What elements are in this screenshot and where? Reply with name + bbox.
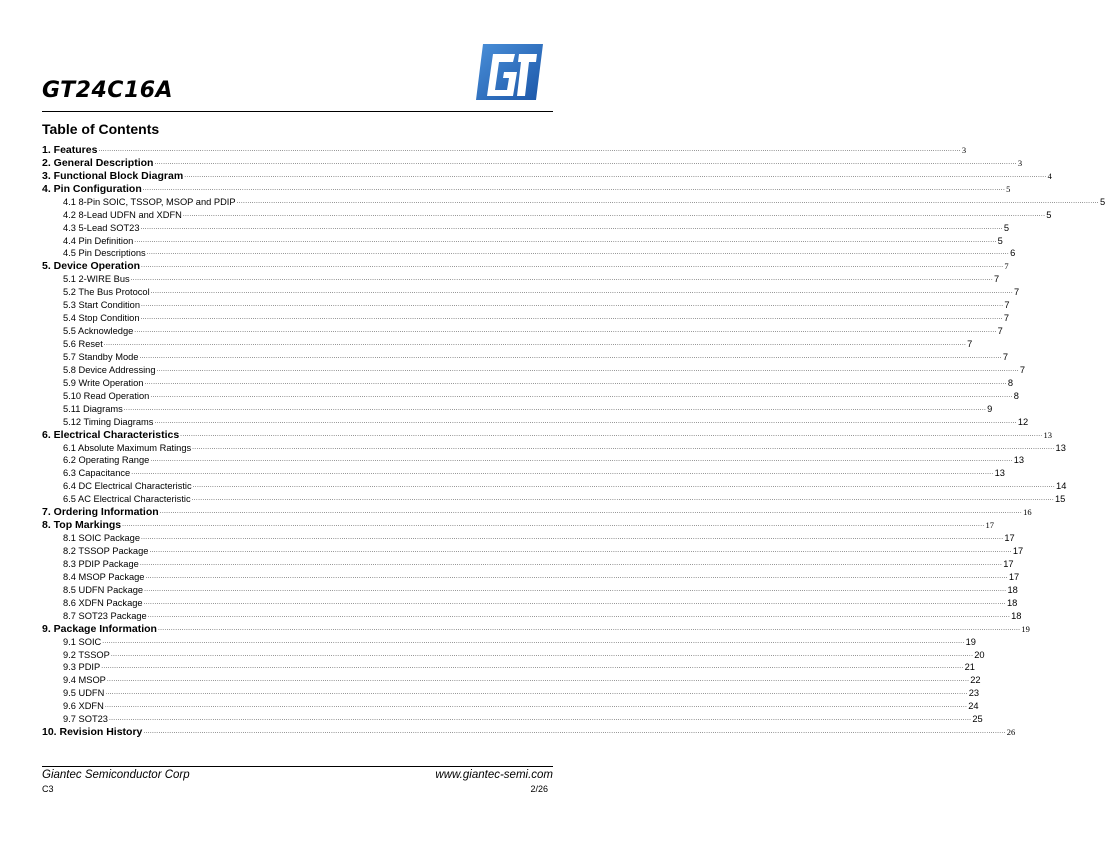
toc-entry[interactable] xyxy=(42,234,1003,247)
toc-entry[interactable] xyxy=(42,596,1018,609)
toc-entry-label: 8.6 XDFN Package xyxy=(63,597,143,608)
toc-entry[interactable] xyxy=(42,221,1010,234)
toc-entry-page: 17 xyxy=(1008,571,1020,582)
toc-entry-label: 4.5 Pin Descriptions xyxy=(63,248,146,259)
toc-entry-label: 4.3 5-Lead SOT23 xyxy=(63,222,140,233)
toc-entry-label: 4.4 Pin Definition xyxy=(63,235,134,246)
toc-entry-label: 9.1 SOIC xyxy=(63,636,102,647)
toc-entry[interactable] xyxy=(42,557,1014,570)
toc-entry-page: 14 xyxy=(1056,481,1067,492)
toc-dot-leader: ................................................................................................................................................................................................................................................................................................................................................................................................................ xyxy=(192,482,1056,490)
toc-dot-leader: ................................................................................................................................................................................................................................................................................................................................................................................................................ xyxy=(154,417,1017,425)
toc-entry-page: 9 xyxy=(987,403,993,414)
toc-dot-leader: ................................................................................................................................................................................................................................................................................................................................................................................................................ xyxy=(144,585,1007,593)
toc-entry-label: 7. Ordering Information xyxy=(42,506,159,519)
toc-entry[interactable] xyxy=(42,661,975,674)
toc-dot-leader: ................................................................................................................................................................................................................................................................................................................................................................................................................ xyxy=(98,145,961,153)
toc-dot-leader: ................................................................................................................................................................................................................................................................................................................................................................................................................ xyxy=(106,676,970,684)
toc-entry[interactable] xyxy=(42,376,1013,389)
toc-entry-page: 24 xyxy=(968,701,979,712)
toc-dot-leader: ................................................................................................................................................................................................................................................................................................................................................................................................................ xyxy=(103,340,967,347)
toc-entry-page: 7 xyxy=(994,274,1000,285)
toc-dot-leader: ................................................................................................................................................................................................................................................................................................................................................................................................................ xyxy=(149,547,1012,554)
toc-dot-leader: ................................................................................................................................................................................................................................................................................................................................................................................................................ xyxy=(156,365,1019,373)
toc-entry[interactable] xyxy=(42,363,1026,376)
toc-entry[interactable] xyxy=(42,712,983,725)
toc-entry-page: 3 xyxy=(961,144,967,155)
toc-entry-page: 22 xyxy=(970,675,981,686)
toc-entry[interactable] xyxy=(42,531,1015,544)
toc-dot-leader: ................................................................................................................................................................................................................................................................................................................................................................................................................ xyxy=(130,275,994,283)
footer-website-link[interactable]: www.giantec-semi.com xyxy=(435,769,553,781)
toc-dot-leader: ................................................................................................................................................................................................................................................................................................................................................................................................................ xyxy=(141,262,1004,270)
toc-entry-label: 5.7 Standby Mode xyxy=(63,351,139,362)
toc-entry-label: 5. Device Operation xyxy=(42,260,141,273)
toc-entry[interactable] xyxy=(42,350,1009,363)
toc-entry-label: 5.11 Diagrams xyxy=(63,403,123,414)
toc-entry-page: 20 xyxy=(974,649,985,660)
toc-entry-page: 8 xyxy=(1007,377,1013,388)
toc-entry-page: 7 xyxy=(1014,287,1020,298)
toc-entry[interactable] xyxy=(42,454,1025,467)
toc-entry[interactable] xyxy=(42,699,979,712)
toc-heading: Table of Contents xyxy=(42,121,160,137)
toc-entry-label: 6.2 Operating Range xyxy=(63,455,150,466)
toc-entry-page: 8 xyxy=(1013,390,1019,401)
toc-entry-page: 5 xyxy=(1006,183,1011,194)
toc-dot-leader: ................................................................................................................................................................................................................................................................................................................................................................................................................ xyxy=(147,611,1011,619)
toc-entry-page: 7 xyxy=(1003,313,1010,324)
toc-dot-leader: ................................................................................................................................................................................................................................................................................................................................................................................................................ xyxy=(142,184,1006,192)
toc-entry[interactable] xyxy=(42,441,1066,454)
toc-entry-page: 19 xyxy=(965,636,976,647)
toc-dot-leader: ................................................................................................................................................................................................................................................................................................................................................................................................................ xyxy=(143,598,1006,606)
toc-dot-leader: ................................................................................................................................................................................................................................................................................................................................................................................................................ xyxy=(182,210,1046,218)
toc-dot-leader: ................................................................................................................................................................................................................................................................................................................................................................................................................ xyxy=(150,391,1013,399)
toc-entry-page: 7 xyxy=(997,326,1003,337)
toc-entry-label: 9.7 SOT23 xyxy=(63,714,108,725)
toc-dot-leader: ................................................................................................................................................................................................................................................................................................................................................................................................................ xyxy=(143,728,1006,736)
toc-entry[interactable] xyxy=(42,544,1024,557)
toc-entry-label: 8.5 UDFN Package xyxy=(63,584,144,595)
toc-entry[interactable] xyxy=(42,402,993,415)
toc-entry-label: 8.2 TSSOP Package xyxy=(63,546,149,556)
toc-entry[interactable] xyxy=(42,247,1016,260)
toc-entry[interactable] xyxy=(42,725,1016,739)
toc-dot-leader: ................................................................................................................................................................................................................................................................................................................................................................................................................ xyxy=(140,223,1003,231)
toc-entry[interactable] xyxy=(42,648,985,661)
toc-entry[interactable] xyxy=(42,415,1029,428)
toc-entry-page: 26 xyxy=(1006,727,1016,738)
toc-entry-label: 8.7 SOT23 Package xyxy=(63,610,147,621)
toc-entry[interactable] xyxy=(42,311,1010,324)
toc-entry-page: 17 xyxy=(1004,533,1015,544)
toc-entry-label: 9.6 XDFN xyxy=(63,701,104,712)
toc-entry-label: 9.4 MSOP xyxy=(63,675,106,686)
toc-entry[interactable] xyxy=(42,298,1010,311)
toc-dot-leader: ................................................................................................................................................................................................................................................................................................................................................................................................................ xyxy=(105,689,968,697)
toc-dot-leader: ................................................................................................................................................................................................................................................................................................................................................................................................................ xyxy=(150,288,1014,296)
toc-entry-page: 13 xyxy=(1043,429,1053,440)
toc-entry[interactable] xyxy=(42,466,1005,479)
toc-dot-leader: ................................................................................................................................................................................................................................................................................................................................................................................................................ xyxy=(150,456,1013,464)
toc-entry[interactable] xyxy=(42,622,1030,635)
toc-entry-page: 6 xyxy=(1010,248,1016,259)
toc-entry[interactable] xyxy=(42,505,1032,519)
toc-entry-page: 15 xyxy=(1055,494,1066,505)
toc-entry-label: 3. Functional Block Diagram xyxy=(42,169,184,182)
toc-entry-label: 6.3 Capacitance xyxy=(63,468,131,479)
toc-dot-leader: ................................................................................................................................................................................................................................................................................................................................................................................................................ xyxy=(192,443,1055,451)
toc-dot-leader: ................................................................................................................................................................................................................................................................................................................................................................................................................ xyxy=(157,624,1021,632)
toc-entry-page: 7 xyxy=(1004,261,1009,272)
toc-entry-page: 18 xyxy=(1007,584,1018,595)
toc-entry-label: 5.6 Reset xyxy=(63,339,103,349)
toc-entry[interactable] xyxy=(42,182,1011,195)
document-title: GT24C16A xyxy=(42,78,174,103)
toc-entry[interactable] xyxy=(42,518,995,532)
toc-entry[interactable] xyxy=(42,324,1003,337)
toc-entry-page: 17 xyxy=(1003,558,1014,569)
toc-dot-leader: ................................................................................................................................................................................................................................................................................................................................................................................................................ xyxy=(236,197,1099,205)
toc-entry[interactable] xyxy=(42,259,1009,273)
toc-entry[interactable] xyxy=(42,479,1067,492)
toc-dot-leader: ................................................................................................................................................................................................................................................................................................................................................................................................................ xyxy=(141,301,1004,309)
toc-entry[interactable] xyxy=(42,635,976,648)
toc-dot-leader: ................................................................................................................................................................................................................................................................................................................................................................................................................ xyxy=(134,236,997,244)
toc-entry-page: 12 xyxy=(1017,416,1029,427)
toc-dot-leader: ................................................................................................................................................................................................................................................................................................................................................................................................................ xyxy=(134,327,997,335)
footer-divider xyxy=(42,766,553,767)
toc-entry-label: 5.1 2-WIRE Bus xyxy=(63,274,130,285)
table-of-contents xyxy=(42,143,1105,739)
toc-entry-page: 13 xyxy=(1013,455,1025,466)
toc-entry-page: 21 xyxy=(964,662,975,673)
toc-dot-leader: ................................................................................................................................................................................................................................................................................................................................................................................................................ xyxy=(146,249,1010,257)
toc-entry-page: 7 xyxy=(967,339,973,349)
toc-entry[interactable] xyxy=(42,570,1020,583)
toc-entry-label: 5.9 Write Operation xyxy=(63,377,144,388)
toc-entry-page: 5 xyxy=(1046,209,1052,220)
toc-entry-label: 5.2 The Bus Protocol xyxy=(63,287,150,298)
toc-entry-label: 9. Package Information xyxy=(42,622,157,635)
toc-entry-label: 8.3 PDIP Package xyxy=(63,558,139,569)
toc-dot-leader: ................................................................................................................................................................................................................................................................................................................................................................................................................ xyxy=(101,663,964,671)
toc-dot-leader: ................................................................................................................................................................................................................................................................................................................................................................................................................ xyxy=(108,715,972,723)
toc-entry[interactable] xyxy=(42,337,973,350)
footer-page-number: 2/26 xyxy=(530,784,548,794)
toc-entry-page: 5 xyxy=(1003,222,1010,233)
toc-entry[interactable] xyxy=(42,686,980,699)
toc-entry-label: 6.4 DC Electrical Characteristic xyxy=(63,481,192,492)
toc-entry-page: 18 xyxy=(1011,610,1022,621)
toc-entry[interactable] xyxy=(42,143,967,156)
toc-entry-label: 8.1 SOIC Package xyxy=(63,533,140,544)
toc-entry-label: 4. Pin Configuration xyxy=(42,182,142,195)
toc-entry-label: 5.10 Read Operation xyxy=(63,390,150,401)
toc-entry[interactable] xyxy=(42,285,1020,298)
toc-entry[interactable] xyxy=(42,609,1022,622)
toc-dot-leader: ................................................................................................................................................................................................................................................................................................................................................................................................................ xyxy=(154,158,1017,166)
footer-version: C3 xyxy=(42,784,54,794)
toc-dot-leader: ................................................................................................................................................................................................................................................................................................................................................................................................................ xyxy=(131,469,994,477)
toc-dot-leader: ................................................................................................................................................................................................................................................................................................................................................................................................................ xyxy=(145,572,1008,580)
toc-dot-leader: ................................................................................................................................................................................................................................................................................................................................................................................................................ xyxy=(122,521,985,529)
toc-entry-page: 23 xyxy=(968,688,980,699)
toc-dot-leader: ................................................................................................................................................................................................................................................................................................................................................................................................................ xyxy=(102,637,965,645)
toc-entry-label: 4.1 8-Pin SOIC, TSSOP, MSOP and PDIP xyxy=(63,196,236,207)
toc-dot-leader: ................................................................................................................................................................................................................................................................................................................................................................................................................ xyxy=(159,508,1023,516)
toc-entry[interactable] xyxy=(42,673,981,686)
toc-entry[interactable] xyxy=(42,492,1066,505)
toc-dot-leader: ................................................................................................................................................................................................................................................................................................................................................................................................................ xyxy=(140,314,1003,322)
toc-dot-leader: ................................................................................................................................................................................................................................................................................................................................................................................................................ xyxy=(141,534,1004,542)
toc-entry-label: 5.4 Stop Condition xyxy=(63,313,140,324)
toc-entry-label: 9.5 UDFN xyxy=(63,688,105,699)
toc-dot-leader: ................................................................................................................................................................................................................................................................................................................................................................................................................ xyxy=(180,430,1043,438)
toc-entry-label: 8. Top Markings xyxy=(42,519,122,532)
toc-entry-page: 3 xyxy=(1017,157,1023,168)
toc-dot-leader: ................................................................................................................................................................................................................................................................................................................................................................................................................ xyxy=(191,495,1054,503)
toc-dot-leader: ................................................................................................................................................................................................................................................................................................................................................................................................................ xyxy=(104,702,968,710)
toc-dot-leader: ................................................................................................................................................................................................................................................................................................................................................................................................................ xyxy=(110,650,974,658)
giantec-gt-logo-icon xyxy=(473,42,546,102)
toc-entry-label: 6.5 AC Electrical Characteristic xyxy=(63,494,191,505)
toc-entry[interactable] xyxy=(42,195,1105,208)
toc-entry[interactable] xyxy=(42,583,1018,596)
toc-entry-label: 10. Revision History xyxy=(42,726,143,739)
toc-entry[interactable] xyxy=(42,208,1052,221)
toc-entry-label: 8.4 MSOP Package xyxy=(63,571,145,582)
toc-dot-leader: ................................................................................................................................................................................................................................................................................................................................................................................................................ xyxy=(139,352,1002,360)
toc-entry-page: 4 xyxy=(1047,170,1052,181)
toc-entry-label: 6. Electrical Characteristics xyxy=(42,428,180,441)
toc-entry-page: 7 xyxy=(1019,364,1026,375)
toc-entry-page: 7 xyxy=(1002,351,1009,362)
toc-entry-label: 6.1 Absolute Maximum Ratings xyxy=(63,442,192,453)
toc-entry-label: 2. General Description xyxy=(42,156,154,169)
toc-entry-label: 5.8 Device Addressing xyxy=(63,364,156,375)
toc-entry-page: 13 xyxy=(994,468,1005,479)
toc-entry-label: 9.3 PDIP xyxy=(63,662,101,673)
toc-entry-page: 16 xyxy=(1023,507,1032,518)
toc-entry[interactable] xyxy=(42,169,1052,182)
toc-entry-label: 5.12 Timing Diagrams xyxy=(63,416,154,427)
toc-entry-page: 17 xyxy=(1012,546,1024,556)
header-divider xyxy=(42,111,553,112)
toc-entry-page: 25 xyxy=(972,714,983,725)
toc-entry-page: 19 xyxy=(1021,623,1030,634)
toc-entry-label: 4.2 8-Lead UDFN and XDFN xyxy=(63,209,182,220)
toc-dot-leader: ................................................................................................................................................................................................................................................................................................................................................................................................................ xyxy=(123,404,987,412)
toc-dot-leader: ................................................................................................................................................................................................................................................................................................................................................................................................................ xyxy=(184,171,1047,179)
toc-entry-label: 5.5 Acknowledge xyxy=(63,326,134,337)
toc-entry-page: 5 xyxy=(997,235,1003,246)
toc-entry-label: 9.2 TSSOP xyxy=(63,649,110,660)
toc-entry-page: 7 xyxy=(1004,300,1010,311)
toc-entry-page: 17 xyxy=(985,520,995,531)
toc-entry-label: 5.3 Start Condition xyxy=(63,300,141,311)
toc-entry[interactable] xyxy=(42,156,1023,169)
toc-entry-page: 5 xyxy=(1099,196,1105,207)
toc-entry[interactable] xyxy=(42,272,1000,285)
toc-entry[interactable] xyxy=(42,428,1053,441)
toc-entry-label: 1. Features xyxy=(42,143,98,156)
toc-entry[interactable] xyxy=(42,389,1019,402)
footer-company: Giantec Semiconductor Corp xyxy=(42,769,190,781)
toc-entry-page: 18 xyxy=(1006,597,1018,608)
toc-entry-page: 13 xyxy=(1055,442,1066,453)
toc-dot-leader: ................................................................................................................................................................................................................................................................................................................................................................................................................ xyxy=(139,559,1003,567)
toc-dot-leader: ................................................................................................................................................................................................................................................................................................................................................................................................................ xyxy=(144,378,1007,386)
